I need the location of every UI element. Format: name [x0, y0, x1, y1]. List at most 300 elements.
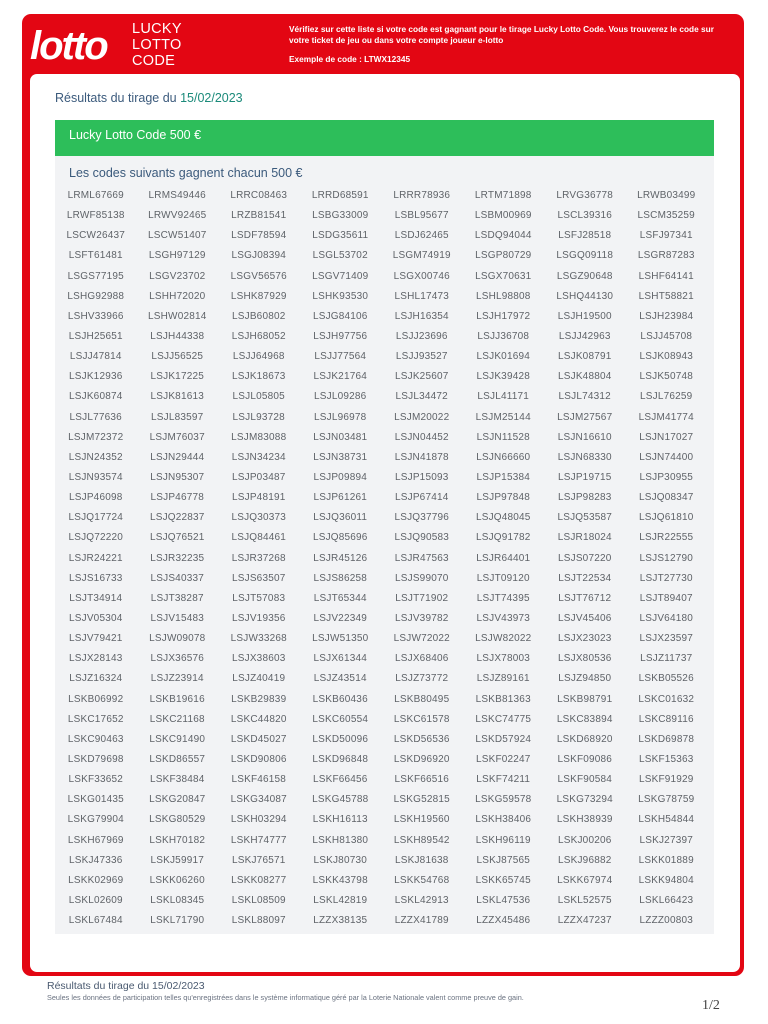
winning-code: LSKG34087 [230, 794, 287, 806]
winning-code: LSJQ08347 [638, 492, 694, 504]
winning-code: LRML67669 [67, 190, 124, 201]
winning-code: LSKL52575 [557, 894, 612, 906]
winning-code: LSKJ47336 [68, 854, 123, 866]
winning-code: LSGS77195 [67, 270, 124, 282]
winning-code: LSJZ23914 [150, 673, 204, 685]
winning-code: LSJJ42963 [558, 330, 611, 342]
winning-code: LSJV79421 [68, 633, 123, 645]
winning-code: LSKH54844 [638, 814, 695, 826]
winning-code: LSJX38603 [231, 653, 286, 665]
winning-code: LSJN38731 [313, 451, 368, 463]
winning-code: LSKJ96882 [557, 854, 612, 866]
winning-code: LSKD96920 [393, 753, 450, 765]
winning-code: LSJL93728 [232, 411, 285, 423]
winning-code: LSKH96119 [475, 834, 531, 846]
winning-code: LSKJ27397 [639, 834, 693, 846]
winning-code: LSJX61344 [313, 653, 367, 665]
winning-code: LSJV45406 [557, 612, 612, 624]
winning-code: LSGX70631 [475, 270, 532, 282]
winning-code: LSJQ76521 [149, 532, 205, 544]
winning-code: LSKL08345 [150, 894, 205, 906]
winning-code: LZZX45486 [476, 915, 531, 927]
winning-code: LSKG79904 [67, 814, 124, 826]
winning-code: LZZX38135 [313, 915, 368, 927]
winning-code: LSJP15384 [476, 471, 530, 483]
winning-code: LSJS99070 [394, 572, 449, 584]
winning-code: LSJH16354 [394, 310, 449, 322]
winning-code: LSGL53702 [312, 250, 368, 262]
lotto-logo-text: lotto [30, 26, 107, 66]
codes-grid [55, 186, 714, 931]
winning-code: LSJN93574 [68, 471, 123, 483]
winning-code: LSJK48804 [557, 371, 612, 383]
winning-code: LSJV22349 [313, 612, 367, 624]
winning-code: LSFJ97341 [639, 230, 693, 242]
winning-code: LRWF85138 [66, 210, 125, 222]
winning-code: LSJM25144 [475, 411, 531, 423]
winning-code: LSJW09078 [149, 633, 206, 645]
winning-code: LSJK01694 [476, 351, 530, 363]
lotto-logo [30, 26, 112, 66]
winning-code: LSJG84106 [312, 310, 368, 322]
winning-code: LRMS49446 [148, 190, 206, 201]
winning-code: LSJK21764 [313, 371, 367, 383]
header-notice [289, 24, 729, 65]
footer-note: Seules les données de participation telles qu'enregistrées dans le système informatique géré par la Loterie Nationale valent comme preuve de gain. [47, 993, 524, 1002]
winning-code: LSJT57083 [232, 592, 286, 604]
winning-code: LSKL67484 [68, 915, 123, 927]
winning-code: LSJJ77564 [314, 351, 367, 363]
winning-code: LSKD50096 [312, 733, 369, 745]
winning-code: LSKB29839 [231, 693, 287, 705]
winning-code: LSHK87929 [230, 290, 287, 302]
winning-code: LSJV39782 [394, 612, 449, 624]
results-title [55, 91, 243, 105]
prize-banner [55, 120, 714, 156]
winning-code: LSJQ22837 [149, 512, 205, 524]
winning-code: LSJQ17724 [68, 512, 124, 524]
winning-code: LSJK60874 [68, 391, 123, 403]
winning-code: LSJX80536 [557, 653, 612, 665]
winning-code: LSKK94804 [638, 874, 694, 886]
winning-code: LZZZ00803 [639, 915, 693, 927]
winning-code: LSKH38406 [475, 814, 532, 826]
results-date: 15/02/2023 [180, 91, 243, 105]
winning-code: LSKJ76571 [231, 854, 286, 866]
winning-code: LSGR87283 [637, 250, 695, 262]
winning-code: LSJQ61810 [638, 512, 694, 524]
winning-code: LSKG20847 [149, 794, 206, 806]
winning-code: LSKH19560 [393, 814, 450, 826]
winning-code: LSHF64141 [638, 270, 694, 282]
winning-code: LSJN41878 [394, 451, 449, 463]
winning-code: LSJW33268 [230, 633, 287, 645]
winning-code: LSKF46158 [231, 774, 287, 786]
winning-code: LSJT09120 [476, 572, 530, 584]
winning-code: LSKF38484 [149, 774, 205, 786]
winning-code: LSJX78003 [476, 653, 530, 665]
winning-code: LSJP09894 [313, 471, 367, 483]
winning-code: LSGX00746 [393, 270, 450, 282]
winning-code: LSHT58821 [638, 290, 694, 302]
winning-code: LSJQ85696 [312, 532, 368, 544]
winning-code: LSGQ09118 [556, 250, 614, 262]
winning-code: LSKC61578 [393, 713, 450, 725]
winning-code: LSKB81363 [475, 693, 531, 705]
winning-code: LSKC74775 [475, 713, 532, 725]
winning-code: LSHK93530 [312, 290, 369, 302]
winning-code: LSJT89407 [639, 592, 693, 604]
winning-code: LSJP15093 [394, 471, 449, 483]
winning-code: LSJP30955 [639, 471, 693, 483]
winning-code: LSJH44338 [150, 330, 205, 342]
winning-code: LSKK43798 [312, 874, 368, 886]
winning-code: LSJK18673 [231, 371, 286, 383]
brand-word-lotto: LOTTO [132, 37, 182, 53]
winning-code: LSKG80529 [149, 814, 206, 826]
winning-code: LSJX36576 [150, 653, 204, 665]
winning-code: LSCW51407 [148, 230, 207, 242]
winning-code: LSJZ94850 [558, 673, 612, 685]
winning-code: LSJV64180 [639, 612, 693, 624]
winning-code: LZZX47237 [557, 915, 612, 927]
winning-code: LSJX23597 [639, 633, 693, 645]
winning-code: LSHG92988 [67, 290, 125, 302]
winning-code: LSJT34914 [69, 592, 123, 604]
winning-code: LSKK08277 [231, 874, 287, 886]
winning-code: LSKD90806 [230, 753, 287, 765]
winning-code: LSJZ43514 [313, 673, 367, 685]
winning-code: LSJL83597 [151, 411, 204, 423]
winning-code: LSFT61481 [68, 250, 123, 262]
winning-code: LSJN95307 [150, 471, 205, 483]
winning-code: LSJZ73772 [395, 673, 449, 685]
winning-code: LSKL42913 [394, 894, 449, 906]
winning-code: LSJJ23696 [395, 330, 448, 342]
winning-code: LSJW51350 [312, 633, 369, 645]
winning-code: LSKL47536 [476, 894, 531, 906]
winning-code: LSHW02814 [148, 310, 207, 322]
winning-code: LSJX28143 [68, 653, 123, 665]
winning-code: LSJP48191 [231, 492, 286, 504]
winning-code: LSJM83088 [231, 431, 287, 443]
winning-code: LZZX41789 [394, 915, 449, 927]
winning-code: LSJQ90583 [394, 532, 450, 544]
winning-code: LSKH81380 [312, 834, 369, 846]
winning-code: LSJH23984 [639, 310, 694, 322]
winning-code: LSJK17225 [150, 371, 204, 383]
winning-code: LSJQ84461 [231, 532, 287, 544]
winning-code: LSKC91490 [149, 733, 206, 745]
winning-code: LSKG78759 [638, 794, 695, 806]
results-label: Résultats du tirage du [55, 91, 181, 105]
winning-code: LSJN74400 [639, 451, 694, 463]
winning-code: LSJK08943 [639, 351, 693, 363]
winning-code: LSKF74211 [476, 774, 531, 786]
winning-code: LSJV15483 [150, 612, 204, 624]
winning-code: LSJS12790 [639, 552, 693, 564]
winning-code: LSJQ48045 [475, 512, 531, 524]
winning-code: LSKC83894 [556, 713, 613, 725]
winning-code: LSJM76037 [149, 431, 205, 443]
winning-code: LSJZ89161 [476, 673, 530, 685]
winning-code: LSJN16610 [557, 431, 612, 443]
winning-code: LSDG35611 [312, 230, 369, 242]
winning-code: LSJT65344 [313, 592, 367, 604]
winning-code: LSKD96848 [312, 753, 369, 765]
winning-code: LSKB05526 [638, 673, 694, 685]
winning-code: LSJH17972 [476, 310, 531, 322]
brand-word-code: CODE [132, 53, 176, 69]
winning-code: LSJN66660 [476, 451, 531, 463]
winning-code: LSJN04452 [394, 431, 449, 443]
winning-code: LSKF66456 [312, 774, 368, 786]
winning-code: LSJR45126 [313, 552, 368, 564]
winning-code: LSJT71902 [395, 592, 449, 604]
winning-code: LSKB60436 [312, 693, 368, 705]
winning-code: LSBG33009 [312, 210, 369, 222]
winning-code: LSDJ62465 [394, 230, 449, 242]
winning-code: LRVG36778 [556, 190, 614, 201]
winning-code: LSJK25607 [394, 371, 449, 383]
winning-code: LRWV92465 [148, 210, 207, 222]
winning-code: LSJK12936 [68, 371, 123, 383]
winning-code: LSKG52815 [393, 794, 450, 806]
winning-code: LSJX23023 [557, 633, 612, 645]
winning-code: LSKH16113 [312, 814, 368, 826]
winning-code: LSHL98808 [475, 290, 531, 302]
winning-code: LSJR32235 [150, 552, 205, 564]
winning-code: LSKF02247 [475, 753, 531, 765]
winning-code: LSKD86557 [149, 753, 206, 765]
winning-code: LSJT27730 [639, 572, 693, 584]
winning-code: LSJJ64968 [232, 351, 285, 363]
winning-code: LSJS63507 [231, 572, 286, 584]
winning-code: LSKH70182 [149, 834, 206, 846]
winning-code: LSJK08791 [557, 351, 612, 363]
winning-code: LSKC17652 [67, 713, 124, 725]
winning-code: LSJZ16324 [69, 673, 123, 685]
winning-code: LSGM74919 [392, 250, 451, 262]
winning-code: LSJL41171 [477, 391, 530, 403]
winning-code: LSJL09286 [314, 391, 367, 403]
brand-wordmark [132, 21, 182, 69]
winning-code: LSJN11528 [476, 431, 530, 443]
winning-code: LSJH19500 [557, 310, 612, 322]
winning-code: LSHL17473 [394, 290, 450, 302]
winning-code: LSJL77636 [69, 411, 122, 423]
winning-code: LSJS16733 [68, 572, 123, 584]
winning-code: LSGJ08394 [231, 250, 287, 262]
winning-code: LSJR47563 [394, 552, 449, 564]
winning-code: LSJZ40419 [232, 673, 286, 685]
winning-code: LSKH74777 [230, 834, 287, 846]
winning-code: LSBL95677 [394, 210, 449, 222]
winning-code: LSJK81613 [150, 391, 204, 403]
winning-code: LSJV43973 [476, 612, 530, 624]
winning-code: LRTM71898 [474, 190, 532, 201]
winning-code: LSJL05805 [232, 391, 285, 403]
winning-code: LSGV23702 [149, 270, 206, 282]
winning-code: LSJQ37796 [394, 512, 450, 524]
winning-code: LSJV19356 [231, 612, 286, 624]
footer-title: Résultats du tirage du 15/02/2023 [47, 980, 205, 992]
winning-code: LSJP97848 [476, 492, 530, 504]
winning-code: LRRD68591 [311, 190, 369, 201]
winning-code: LSJQ72220 [68, 532, 124, 544]
winning-code: LSKF15363 [638, 753, 694, 765]
winning-code: LSGV71409 [312, 270, 369, 282]
winning-code: LSJM72372 [68, 431, 124, 443]
winning-code: LSJB60802 [231, 310, 286, 322]
page-number: 1/2 [702, 998, 720, 1013]
winning-code: LSJL96978 [314, 411, 367, 423]
winning-code: LSJR37268 [231, 552, 286, 564]
winning-code: LSKL02609 [68, 894, 123, 906]
codes-panel [55, 156, 714, 934]
prize-banner-label: Lucky Lotto Code 500 € [69, 128, 202, 142]
winning-code: LSKC60554 [312, 713, 369, 725]
winning-code: LSKJ87565 [476, 854, 530, 866]
winning-code: LSJN03481 [313, 431, 368, 443]
winning-code: LSKG73294 [556, 794, 613, 806]
winning-code: LRRR78936 [393, 190, 451, 201]
winning-code: LSCM35259 [637, 210, 695, 222]
winning-code: LSDF78594 [231, 230, 287, 242]
winning-code: LSJS40337 [150, 572, 204, 584]
winning-code: LSJS86258 [313, 572, 367, 584]
winning-code: LSKL08509 [231, 894, 286, 906]
winning-code: LSKL88097 [231, 915, 286, 927]
winning-code: LSCW26437 [66, 230, 125, 242]
winning-code: LSKD68920 [556, 733, 613, 745]
winning-code: LSJJ36708 [477, 330, 530, 342]
winning-code: LSJQ36011 [313, 512, 368, 524]
winning-code: LSJQ30373 [231, 512, 287, 524]
winning-code: LSKF90584 [557, 774, 613, 786]
winning-code: LSGP80729 [475, 250, 532, 262]
winning-code: LSFJ28518 [558, 230, 612, 242]
winning-code: LSKC21168 [149, 713, 205, 725]
winning-code: LSGZ90648 [556, 270, 613, 282]
notice-text: Vérifiez sur cette liste si votre code est gagnant pour le tirage Lucky Lotto Code. Vous trouverez le code sur votre ticket de jeu ou dans votre compte joueur e-lotto [289, 24, 714, 45]
winning-code: LSKK01889 [638, 854, 694, 866]
winning-code: LSJN17027 [639, 431, 694, 443]
winning-code: LSKK06260 [149, 874, 205, 886]
winning-code: LSKL71790 [150, 915, 205, 927]
winning-code: LSKD69878 [638, 733, 695, 745]
winning-code: LSJR22555 [639, 532, 694, 544]
winning-code: LRRC08463 [230, 190, 288, 201]
codes-heading: Les codes suivants gagnent chacun 500 € [69, 166, 303, 180]
winning-code: LSCL39316 [557, 210, 613, 222]
winning-code: LSJW72022 [393, 633, 450, 645]
winning-code: LSHV33966 [67, 310, 124, 322]
winning-code: LSJL74312 [558, 391, 611, 403]
winning-code: LSKB80495 [394, 693, 450, 705]
winning-code: LSJP03487 [231, 471, 286, 483]
winning-code: LSJP46098 [68, 492, 123, 504]
winning-code: LRWB03499 [637, 190, 696, 201]
winning-code: LSJV05304 [68, 612, 123, 624]
winning-code: LSJK50748 [639, 371, 693, 383]
winning-code: LSKC01632 [638, 693, 695, 705]
winning-code: LSJN29444 [150, 451, 205, 463]
winning-code: LSJQ91782 [475, 532, 531, 544]
winning-code: LSKC90463 [67, 733, 124, 745]
winning-code: LSKF33652 [68, 774, 124, 786]
winning-code: LSKB19616 [149, 693, 205, 705]
winning-code: LSJJ47814 [69, 351, 122, 363]
winning-code: LSJN24352 [68, 451, 123, 463]
winning-code: LSGH97129 [148, 250, 206, 262]
winning-code: LSJL76259 [640, 391, 693, 403]
winning-code: LSKK65745 [475, 874, 531, 886]
winning-code: LSJJ93527 [395, 351, 448, 363]
winning-code: LSJP67414 [394, 492, 449, 504]
winning-code: LSJT38287 [150, 592, 204, 604]
winning-code: LSKK02969 [68, 874, 124, 886]
winning-code: LSJX68406 [394, 653, 449, 665]
winning-code: LSKD57924 [475, 733, 532, 745]
winning-code: LSJP46778 [150, 492, 204, 504]
winning-code: LSJK39428 [476, 371, 530, 383]
winning-code: LSJH68052 [231, 330, 286, 342]
winning-code: LSJR18024 [557, 532, 612, 544]
winning-code: LSJW82022 [475, 633, 532, 645]
winning-code: LSJT74395 [476, 592, 530, 604]
winning-code: LSJT22534 [558, 572, 612, 584]
winning-code: LSJP19715 [557, 471, 612, 483]
winning-code: LSJQ53587 [557, 512, 613, 524]
example-code: Exemple de code : LTWX12345 [289, 54, 411, 64]
winning-code: LRZB81541 [231, 210, 287, 222]
winning-code: LSKF91929 [638, 774, 694, 786]
winning-code: LSKJ00206 [557, 834, 612, 846]
winning-code: LSJR24221 [68, 552, 123, 564]
winning-code: LSJT76712 [558, 592, 612, 604]
winning-code: LSKH89542 [393, 834, 450, 846]
winning-code: LSJN34234 [231, 451, 286, 463]
winning-code: LSKK54768 [394, 874, 450, 886]
winning-code: LSKG59578 [475, 794, 532, 806]
winning-code: LSJP61261 [313, 492, 367, 504]
winning-code: LSKJ81638 [394, 854, 449, 866]
winning-code: LSKG01435 [67, 794, 124, 806]
winning-code: LSGV56576 [230, 270, 287, 282]
winning-code: LSKB98791 [557, 693, 613, 705]
winning-code: LSJM41774 [638, 411, 694, 423]
winning-code: LSKF09086 [557, 753, 613, 765]
winning-code: LSKK67974 [557, 874, 613, 886]
winning-code: LSKF66516 [394, 774, 450, 786]
winning-code: LSJH97756 [313, 330, 368, 342]
winning-code: LSKC44820 [230, 713, 287, 725]
winning-code: LSJM20022 [394, 411, 450, 423]
winning-code: LSJL34472 [395, 391, 448, 403]
winning-code: LSJH25651 [68, 330, 123, 342]
winning-code: LSKD79698 [67, 753, 124, 765]
winning-code: LSDQ94044 [474, 230, 532, 242]
brand-word-lucky: LUCKY [132, 21, 182, 37]
winning-code: LSKD56536 [393, 733, 450, 745]
winning-code: LSKJ59917 [150, 854, 204, 866]
winning-code: LSKC89116 [638, 713, 694, 725]
winning-code: LSKL42819 [313, 894, 368, 906]
winning-code: LSKD45027 [230, 733, 287, 745]
winning-code: LSJN68330 [557, 451, 612, 463]
winning-code: LSKJ80730 [313, 854, 367, 866]
